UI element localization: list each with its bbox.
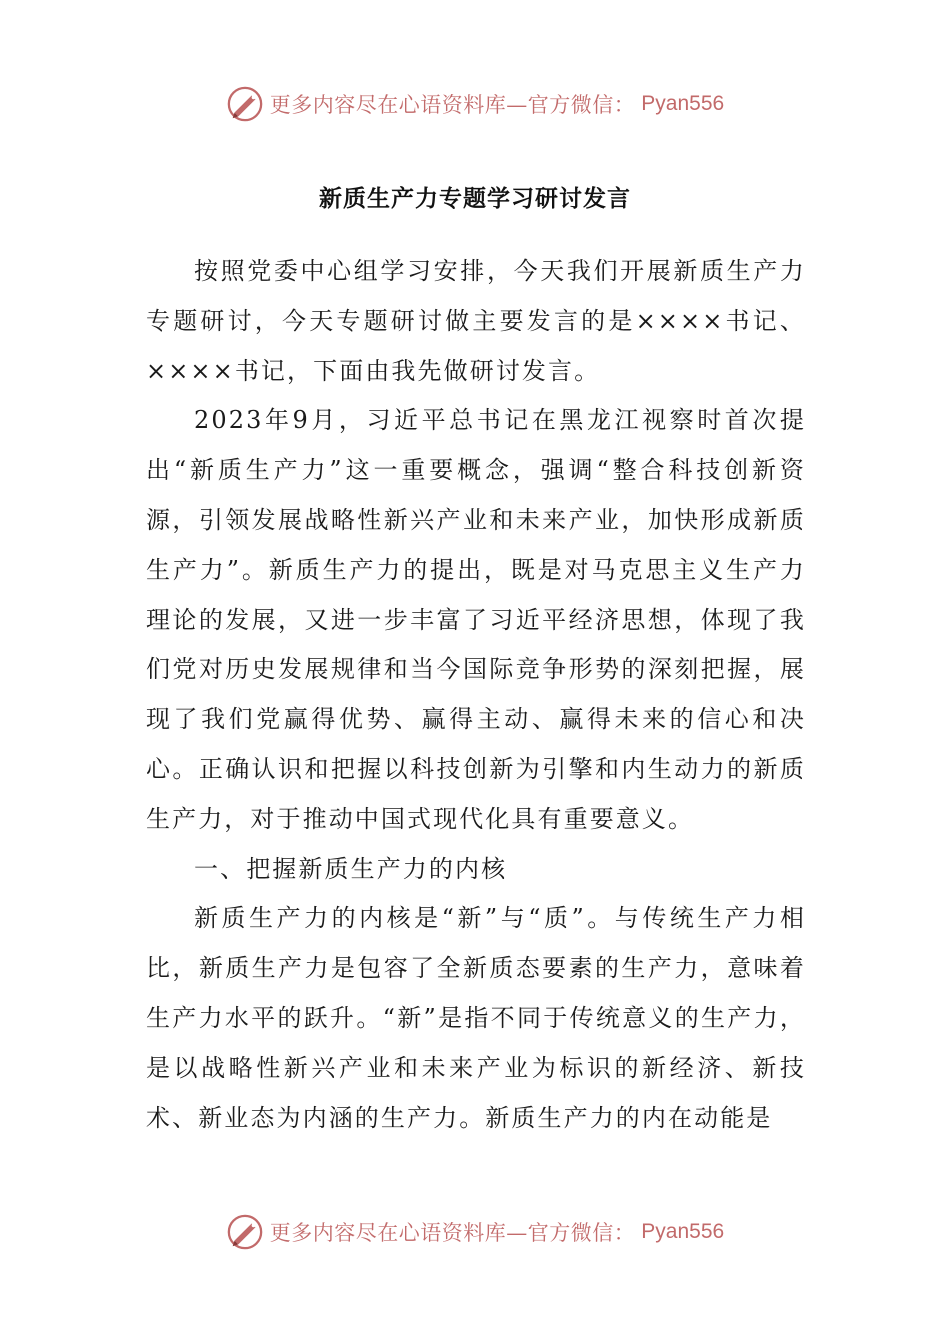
paragraph-intro: 按照党委中心组学习安排，今天我们开展新质生产力专题研讨，今天专题研讨做主要发言的是××××书记、××××书记，下面由我先做研讨发言。 [146, 257, 806, 385]
pen-logo-icon [226, 1213, 264, 1251]
document-body [146, 247, 806, 1143]
section-heading: 一、把握新质生产力的内核 [194, 854, 508, 883]
watermark-text: 更多内容尽在心语资料库—官方微信： [269, 93, 636, 117]
document-title: 新质生产力专题学习研讨发言 [319, 186, 631, 212]
header-watermark [0, 82, 950, 126]
paragraph-background: 2023年9月，习近平总书记在黑龙江视察时首次提出“新质生产力”这一重要概念，强调“整合科技创新资源，引领发展战略性新兴产业和未来产业，加快形成新质生产力”。新质生产力的提出，既是对马克思主义生产力理论的发展，又进一步丰富了习近平经济思想，体现了我们党对历史发展规律和当今国际竞争形势的深刻把握，展现了我们党赢得优势、赢得主动、赢得未来的信心和决心。正确认识和把握以科技创新为引擎和内生动力的新质生产力，对于推动中国式现代化具有重要意义。 [146, 406, 806, 833]
watermark-wechat-id: Pyan556 [641, 92, 725, 115]
paragraph-core: 新质生产力的内核是“新”与“质”。与传统生产力相比，新质生产力是包容了全新质态要素的生产力，意味着生产力水平的跃升。“新”是指不同于传统意义的生产力，是以战略性新兴产业和未来产业为标识的新经济、新技术、新业态为内涵的生产力。新质生产力的内在动能是 [146, 904, 806, 1132]
watermark-text: 更多内容尽在心语资料库—官方微信： [269, 1221, 636, 1245]
watermark-wechat-id: Pyan556 [641, 1220, 725, 1243]
footer-watermark [0, 1210, 950, 1254]
pen-logo-icon [226, 85, 264, 123]
